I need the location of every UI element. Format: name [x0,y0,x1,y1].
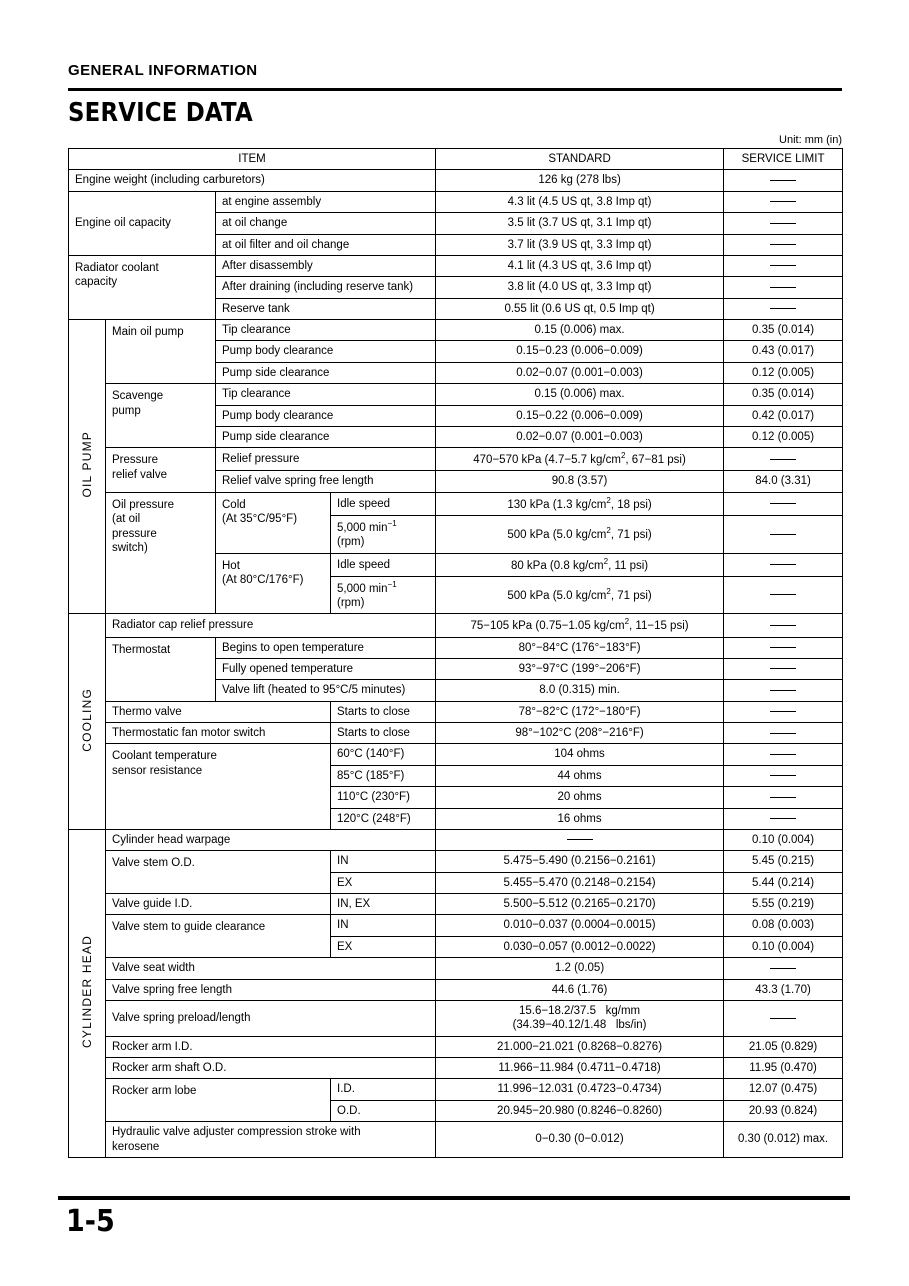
cell-service-limit [724,958,843,979]
empty-dash [770,797,796,798]
cell-standard: 0.15 (0.006) max. [436,384,724,405]
cell-standard: 4.3 lit (4.5 US qt, 3.8 Imp qt) [436,191,724,212]
cell-service-limit: 0.10 (0.004) [724,829,843,850]
cell-service-limit [724,516,843,554]
cell-service-limit: 20.93 (0.824) [724,1100,843,1121]
row-label-sub: Fully opened temperature [216,658,436,679]
table-row [69,1058,843,1079]
row-label-valve-spring-preload: Valve spring preload/length [106,1000,436,1036]
row-group-main-oil-pump: Main oil pump [106,320,216,384]
cell-standard: 130 kPa (1.3 $kg/cm^2$, 18 psi) [436,492,724,515]
row-label-sub: Reserve tank [216,298,436,319]
cell-standard: 0.030−0.057 (0.0012−0.0022) [436,936,724,957]
row-label-sub: 5,000 $\min^{-1}$ (rpm) [331,576,436,614]
empty-dash [770,201,796,202]
cell-service-limit: 5.44 (0.214) [724,872,843,893]
cell-standard: 90.8 (3.57) [436,471,724,492]
row-label-sub: 60°C (140°F) [331,744,436,765]
row-group-valve-stem-guide-clearance: Valve stem to guide clearance [106,915,331,958]
row-label-warpage: Cylinder head warpage [106,829,436,850]
page-number: 1-5 [66,1204,115,1239]
cell-standard: 470−570 kPa (4.7−5.7 $kg/cm^2$, 67−81 psi) [436,448,724,471]
empty-dash [567,839,593,840]
cell-standard: 500 kPa (5.0 $kg/cm^2$, 71 psi) [436,576,724,614]
cell-standard: 5.475−5.490 (0.2156−0.2161) [436,851,724,872]
row-label-hydraulic-valve-adjuster: Hydraulic valve adjuster compression stroke with kerosene [106,1122,436,1158]
row-label-sub: Begins to open temperature [216,637,436,658]
row-label-thermo-valve: Thermo valve [106,701,331,722]
cell-service-limit [724,744,843,765]
table-row [69,255,843,276]
cell-standard [436,829,724,850]
table-row [69,851,843,872]
cell-service-limit [724,787,843,808]
empty-dash [770,265,796,266]
cell-standard: 0−0.30 (0−0.012) [436,1122,724,1158]
row-group-radiator-coolant-capacity: Radiator coolant capacity [69,255,216,319]
cell-standard: 80°−84°C (176°−183°F) [436,637,724,658]
cell-standard: 0.02−0.07 (0.001−0.003) [436,362,724,383]
table-row [69,492,843,515]
row-label-sub: 120°C (248°F) [331,808,436,829]
row-group-rocker-arm-lobe: Rocker arm lobe [106,1079,331,1122]
table-row [69,170,843,191]
cell-service-limit: 12.07 (0.475) [724,1079,843,1100]
row-group-hot: Hot (At 80°C/176°F) [216,553,331,614]
cell-standard: 98°−102°C (208°−216°F) [436,723,724,744]
row-label-sub: at oil change [216,213,436,234]
table-row [69,979,843,1000]
table-row [69,614,843,637]
row-label-sub: Pump body clearance [216,341,436,362]
cell-service-limit [724,658,843,679]
row-label-sub: Starts to close [331,723,436,744]
footer-divider [58,1196,850,1200]
cell-service-limit: 43.3 (1.70) [724,979,843,1000]
cell-standard: 104 ohms [436,744,724,765]
cell-standard: 44 ohms [436,765,724,786]
empty-dash [770,625,796,626]
cell-service-limit: 5.45 (0.215) [724,851,843,872]
empty-dash [770,459,796,460]
cell-service-limit [724,723,843,744]
table-row [69,1122,843,1158]
row-label-valve-seat-width: Valve seat width [106,958,436,979]
cell-service-limit: 0.08 (0.003) [724,915,843,936]
empty-dash [770,503,796,504]
cell-service-limit: 0.10 (0.004) [724,936,843,957]
cell-standard: 75−105 kPa (0.75−1.05 $kg/cm^2$, 11−15 psi) [436,614,724,637]
cell-service-limit: 0.35 (0.014) [724,320,843,341]
cell-standard: 0.010−0.037 (0.0004−0.0015) [436,915,724,936]
cell-standard: 0.55 lit (0.6 US qt, 0.5 Imp qt) [436,298,724,319]
cell-service-limit: 5.55 (0.219) [724,894,843,915]
row-label-sub: 85°C (185°F) [331,765,436,786]
empty-dash [770,754,796,755]
cell-service-limit [724,255,843,276]
row-label-sub: Idle speed [331,492,436,515]
col-header-item: ITEM [69,149,436,170]
table-row [69,1036,843,1057]
table-row [69,1000,843,1036]
table-row [69,448,843,471]
cell-service-limit [724,1000,843,1036]
cell-service-limit: 0.35 (0.014) [724,384,843,405]
row-label-sub: IN [331,915,436,936]
row-group-cold: Cold (At 35°C/95°F) [216,492,331,553]
row-group-valve-stem-od: Valve stem O.D. [106,851,331,894]
cell-service-limit: 11.95 (0.470) [724,1058,843,1079]
row-label-sub: Pump side clearance [216,362,436,383]
empty-dash [770,647,796,648]
table-row [69,701,843,722]
cell-service-limit [724,191,843,212]
cell-service-limit [724,701,843,722]
cell-standard: 0.15−0.23 (0.006−0.009) [436,341,724,362]
row-label-sub: 5,000 $\min^{-1}$ (rpm) [331,516,436,554]
cell-standard: 0.02−0.07 (0.001−0.003) [436,426,724,447]
cell-service-limit [724,448,843,471]
cell-service-limit: 0.12 (0.005) [724,426,843,447]
empty-dash [770,690,796,691]
row-label-rocker-arm-shaft-od: Rocker arm shaft O.D. [106,1058,436,1079]
cell-standard: 20.945−20.980 (0.8246−0.8260) [436,1100,724,1121]
empty-dash [770,244,796,245]
cell-service-limit: 0.42 (0.017) [724,405,843,426]
empty-dash [770,308,796,309]
empty-dash [770,594,796,595]
cell-service-limit [724,808,843,829]
cell-standard: 8.0 (0.315) min. [436,680,724,701]
row-label-sub: IN [331,851,436,872]
table-header-row [69,149,843,170]
row-label-engine-weight: Engine weight (including carburetors) [69,170,436,191]
cell-standard: 3.7 lit (3.9 US qt, 3.3 Imp qt) [436,234,724,255]
row-label-sub: I.D. [331,1079,436,1100]
row-label-sub: EX [331,936,436,957]
cell-standard: 1.2 (0.05) [436,958,724,979]
cell-service-limit [724,765,843,786]
empty-dash [770,775,796,776]
row-label-valve-spring-free-length: Valve spring free length [106,979,436,1000]
empty-dash [770,287,796,288]
cell-service-limit [724,680,843,701]
row-label-sub: O.D. [331,1100,436,1121]
cell-standard: 21.000−21.021 (0.8268−0.8276) [436,1036,724,1057]
row-label-sub: IN, EX [331,894,436,915]
cell-service-limit [724,637,843,658]
row-group-oil-pressure: Oil pressure (at oil pressure switch) [106,492,216,614]
row-label-sub: After draining (including reserve tank) [216,277,436,298]
row-group-coolant-temp-sensor: Coolant temperature sensor resistance [106,744,331,830]
table-row [69,191,843,212]
table-row [69,915,843,936]
cell-service-limit [724,298,843,319]
row-label-sub: Relief pressure [216,448,436,471]
row-label-sub: Pump side clearance [216,426,436,447]
row-group-pressure-relief-valve: Pressure relief valve [106,448,216,493]
chapter-header: GENERAL INFORMATION [68,62,258,79]
table-row [69,637,843,658]
cell-service-limit [724,170,843,191]
table-row [69,894,843,915]
row-label-sub: After disassembly [216,255,436,276]
row-label-sub: Idle speed [331,553,436,576]
row-label-valve-guide-id: Valve guide I.D. [106,894,331,915]
cell-service-limit [724,492,843,515]
cell-service-limit: 0.30 (0.012) max. [724,1122,843,1158]
row-label-sub: EX [331,872,436,893]
row-label-sub: Starts to close [331,701,436,722]
empty-dash [770,223,796,224]
cell-standard: 11.996−12.031 (0.4723−0.4734) [436,1079,724,1100]
cell-service-limit [724,277,843,298]
cell-standard: 15.6−18.2/37.5 kg/mm (34.39−40.12/1.48 lbs/in) [436,1000,724,1036]
cell-service-limit [724,213,843,234]
cell-standard: 93°−97°C (199°−206°F) [436,658,724,679]
row-label-rocker-arm-id: Rocker arm I.D. [106,1036,436,1057]
cell-standard: 20 ohms [436,787,724,808]
row-label-radiator-cap: Radiator cap relief pressure [106,614,436,637]
empty-dash [770,564,796,565]
row-group-scavenge-pump: Scavenge pump [106,384,216,448]
cell-service-limit [724,553,843,576]
cell-standard: 126 kg (278 lbs) [436,170,724,191]
cell-standard: 44.6 (1.76) [436,979,724,1000]
empty-dash [770,534,796,535]
cell-standard: 500 kPa (5.0 $kg/cm^2$, 71 psi) [436,516,724,554]
cell-service-limit [724,576,843,614]
cell-service-limit: 21.05 (0.829) [724,1036,843,1057]
col-header-service-limit: SERVICE LIMIT [724,149,843,170]
cell-standard: 78°−82°C (172°−180°F) [436,701,724,722]
page-title: SERVICE DATA [68,98,253,128]
section-label-cooling: COOLING [69,614,106,830]
row-label-sub: at oil filter and oil change [216,234,436,255]
cell-standard: 4.1 lit (4.3 US qt, 3.6 Imp qt) [436,255,724,276]
cell-standard: 11.966−11.984 (0.4711−0.4718) [436,1058,724,1079]
cell-service-limit [724,234,843,255]
empty-dash [770,818,796,819]
row-label-sub: Pump body clearance [216,405,436,426]
row-label-sub: Tip clearance [216,320,436,341]
row-group-engine-oil-capacity: Engine oil capacity [69,191,216,255]
table-row [69,744,843,765]
cell-standard: 16 ohms [436,808,724,829]
cell-standard: 80 kPa (0.8 $kg/cm^2$, 11 psi) [436,553,724,576]
section-label-oil-pump: OIL PUMP [69,320,106,614]
cell-service-limit [724,614,843,637]
table-row [69,958,843,979]
row-label-fan-motor-switch: Thermostatic fan motor switch [106,723,331,744]
unit-note: Unit: mm (in) [779,134,842,146]
header-divider [68,88,842,91]
table-row [69,1079,843,1100]
service-data-table [68,148,843,1158]
cell-service-limit: 0.43 (0.017) [724,341,843,362]
cell-standard: 3.8 lit (4.0 US qt, 3.3 Imp qt) [436,277,724,298]
cell-standard: 3.5 lit (3.7 US qt, 3.1 Imp qt) [436,213,724,234]
row-label-sub: Tip clearance [216,384,436,405]
empty-dash [770,733,796,734]
empty-dash [770,180,796,181]
cell-standard: 0.15−0.22 (0.006−0.009) [436,405,724,426]
cell-service-limit: 84.0 (3.31) [724,471,843,492]
section-label-cylinder-head: CYLINDER HEAD [69,829,106,1157]
empty-dash [770,1018,796,1019]
cell-standard: 0.15 (0.006) max. [436,320,724,341]
cell-standard: 5.455−5.470 (0.2148−0.2154) [436,872,724,893]
col-header-standard: STANDARD [436,149,724,170]
row-label-sub: 110°C (230°F) [331,787,436,808]
table-row [69,384,843,405]
cell-standard: 5.500−5.512 (0.2165−0.2170) [436,894,724,915]
empty-dash [770,711,796,712]
table-row [69,723,843,744]
empty-dash [770,668,796,669]
table-row [69,829,843,850]
cell-service-limit: 0.12 (0.005) [724,362,843,383]
row-group-thermostat: Thermostat [106,637,216,701]
row-label-sub: Relief valve spring free length [216,471,436,492]
row-label-sub: at engine assembly [216,191,436,212]
empty-dash [770,968,796,969]
table-row [69,320,843,341]
row-label-sub: Valve lift (heated to 95°C/5 minutes) [216,680,436,701]
